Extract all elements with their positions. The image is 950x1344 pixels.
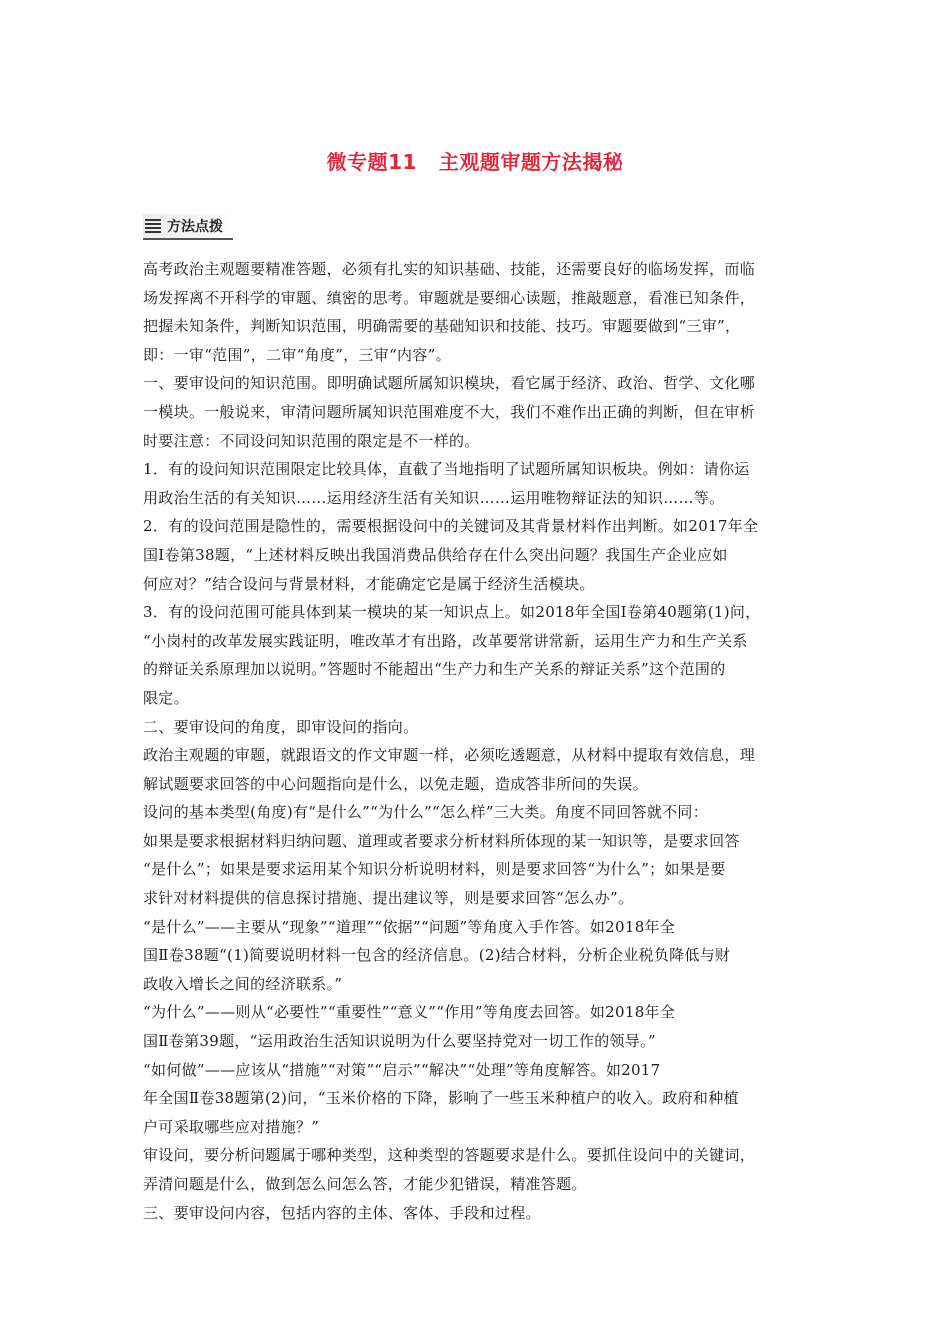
text-line: “小岗村的改革发展实践证明，唯改革才有出路，改革要常讲常新，运用生产力和生产关系 <box>143 631 748 650</box>
title-main: 主观题审题方法揭秘 <box>438 150 624 174</box>
text-line: 3．有的设问范围可能具体到某一模块的某一知识点上。如2018年全国Ⅰ卷第40题第(1)问， <box>143 603 761 622</box>
text-line: 国Ⅱ卷第39题，“运用政治生活知识说明为什么要坚持党对一切工作的领导。” <box>143 1032 656 1051</box>
text-line: “如何做”——应该从“措施”“对策”“启示”“解决”“处理”等角度解答。如2017 <box>143 1060 661 1079</box>
text-line: 弄清问题是什么，做到怎么问怎么答，才能少犯错误，精准答题。 <box>143 1175 587 1193</box>
text-line: 审设问，要分析问题属于哪种类型，这种类型的答题要求是什么。要抓住设问中的关键词， <box>143 1146 756 1165</box>
text-line: 场发挥离不开科学的审题、缜密的思考。审题就是要细心读题，推敲题意，看准已知条件， <box>143 288 756 307</box>
text-line: 国Ⅱ卷38题“(1)简要说明材料一包含的经济信息。(2)结合材料，分析企业税负降低与财 <box>143 946 731 965</box>
section-header <box>143 214 233 240</box>
text-line: 三、要审设问内容，包括内容的主体、客体、手段和过程。 <box>143 1203 541 1222</box>
text-line: 设问的基本类型(角度)有“是什么”“为什么”“怎么样”三大类。角度不同回答就不同： <box>143 803 709 822</box>
text-line: 2．有的设问范围是隐性的，需要根据设问中的关键词及其背景材料作出判断。如2017年全 <box>143 517 759 536</box>
text-line: “为什么”——则从“必要性”“重要性”“意义”“作用”等角度去回答。如2018年全 <box>143 1003 676 1022</box>
title-prefix: 微专题11 <box>326 150 417 174</box>
text-line: 的辩证关系原理加以说明。”答题时不能超出“生产力和生产关系的辩证关系”这个范围的 <box>143 660 726 679</box>
text-line: 用政治生活的有关知识……运用经济生活有关知识……运用唯物辩证法的知识……等。 <box>143 488 725 507</box>
text-line: 1．有的设问知识范围限定比较具体，直截了当地指明了试题所属知识板块。例如：请你运 <box>143 460 750 479</box>
text-line: 高考政治主观题要精准答题，必须有扎实的知识基础、技能，还需要良好的临场发挥，而临 <box>143 260 756 278</box>
text-line: 把握未知条件，判断知识范围，明确需要的基础知识和技能、技巧。审题要做到“三审”， <box>143 317 741 336</box>
section-label: 方法点拨 <box>167 219 223 235</box>
text-line: 一、要审设问的知识范围。即明确试题所属知识模块，看它属于经济、政治、哲学、文化哪 <box>143 374 756 393</box>
text-line: 解试题要求回答的中心问题指向是什么，以免走题，造成答非所问的失误。 <box>143 774 648 793</box>
text-line: “是什么”；如果是要求运用某个知识分析说明材料，则是要求回答“为什么”；如果是要 <box>143 860 726 879</box>
text-line: 二、要审设问的角度，即审设问的指向。 <box>143 717 419 736</box>
text-line: 年全国Ⅱ卷38题第(2)问，“玉米价格的下降，影响了一些玉米种植户的收入。政府和种植 <box>143 1089 739 1108</box>
text-line: 一模块。一般说来，审清问题所属知识范围难度不大，我们不难作出正确的判断，但在审析 <box>143 402 756 421</box>
text-line: 即：一审“范围”，二审“角度”，三审“内容”。 <box>143 345 451 364</box>
text-line: 户可采取哪些应对措施？” <box>143 1117 320 1136</box>
text-line: 国Ⅰ卷第38题，“上述材料反映出我国消费品供给存在什么突出问题？我国生产企业应如 <box>143 545 728 564</box>
page-title <box>0 146 950 175</box>
text-line: 求针对材料提供的信息探讨措施、提出建议等，则是要求回答“怎么办”。 <box>143 889 634 908</box>
text-line: “是什么”——主要从“现象”“道理”“依据”“问题”等角度入手作答。如2018年全 <box>143 917 676 936</box>
text-line: 何应对？”结合设问与背景材料，才能确定它是属于经济生活模块。 <box>143 574 595 593</box>
text-line: 政治主观题的审题，就跟语文的作文审题一样，必须吃透题意，从材料中提取有效信息，理 <box>143 746 756 765</box>
text-line: 政收入增长之间的经济联系。” <box>143 974 343 993</box>
text-line: 限定。 <box>143 688 189 707</box>
list-icon <box>145 219 161 233</box>
text-line: 时要注意：不同设问知识范围的限定是不一样的。 <box>143 431 480 450</box>
text-line: 如果是要求根据材料归纳问题、道理或者要求分析材料所体现的某一知识等，是要求回答 <box>143 831 740 850</box>
body-text <box>143 255 813 1227</box>
